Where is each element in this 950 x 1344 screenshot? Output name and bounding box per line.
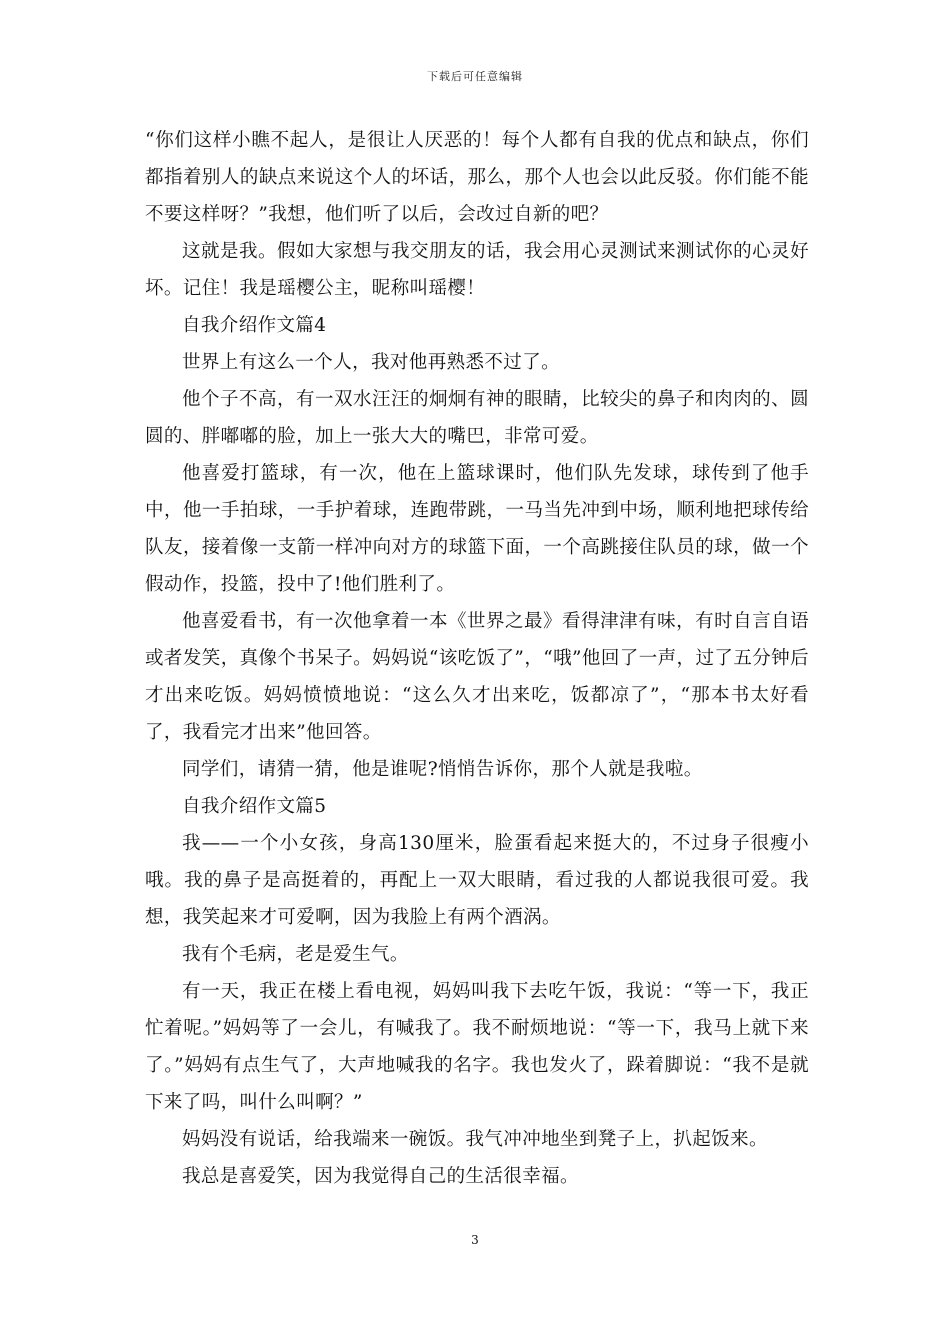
paragraph: 妈妈没有说话，给我端来一碗饭。我气冲冲地坐到凳子上，扒起饭来。: [182, 1129, 768, 1150]
section-heading: 自我介绍作文篇4: [182, 315, 327, 336]
page-number: 3: [471, 1233, 479, 1247]
paragraph: 我——一个小女孩，身高130厘米，脸蛋看起来挺大的，不过身子很瘦小哦。我的鼻子是高挺着的，再配上一双大眼睛，看过我的人都说我很可爱。我想，我笑起来才可爱啊，因为我脸上有两个酒涡。: [145, 833, 809, 928]
paragraph: 他喜爱看书，有一次他拿着一本《世界之最》看得津津有味，有时自言自语或者发笑，真像个书呆子。妈妈说“该吃饭了”，“哦”他回了一声，过了五分钟后才出来吃饭。妈妈愤愤地说：“这么久才出来吃，饭都凉了”，“那本书太好看了，我看完才出来”他回答。: [145, 611, 809, 743]
paragraph: 我有个毛病，老是爱生气。: [182, 944, 409, 965]
page-header: 下载后可任意编辑: [427, 70, 523, 83]
paragraph: 世界上有这么一个人，我对他再熟悉不过了。: [182, 352, 561, 373]
paragraph: 这就是我。假如大家想与我交朋友的话，我会用心灵测试来测试你的心灵好坏。记住！我是瑶樱公主，昵称叫瑶樱！: [145, 241, 809, 299]
paragraph: 有一天，我正在楼上看电视，妈妈叫我下去吃午饭，我说：“等一下，我正忙着呢。”妈妈等了一会儿，有喊我了。我不耐烦地说：“等一下，我马上就下来了。”妈妈有点生气了，大声地喊我的名字。我也发火了，跺着脚说：“我不是就下来了吗，叫什么叫啊？”: [145, 981, 809, 1113]
paragraph: 我总是喜爱笑，因为我觉得自己的生活很幸福。: [182, 1166, 579, 1187]
document-body: [145, 122, 809, 1195]
paragraph: 同学们，请猜一猜，他是谁呢?悄悄告诉你，那个人就是我啦。: [182, 759, 703, 780]
paragraph: “你们这样小瞧不起人，是很让人厌恶的！每个人都有自我的优点和缺点，你们都指着别人的缺点来说这个人的坏话，那么，那个人也会以此反驳。你们能不能不要这样呀？”我想，他们听了以后，会改过自新的吧？: [145, 130, 809, 225]
paragraph: 他个子不高，有一双水汪汪的炯炯有神的眼睛，比较尖的鼻子和肉肉的、圆圆的、胖嘟嘟的脸，加上一张大大的嘴巴，非常可爱。: [145, 389, 809, 447]
paragraph: 他喜爱打篮球，有一次，他在上篮球课时，他们队先发球，球传到了他手中，他一手拍球，一手护着球，连跑带跳，一马当先冲到中场，顺利地把球传给队友，接着像一支箭一样冲向对方的球篮下面，一个高跳接住队员的球，做一个假动作，投篮，投中了!他们胜利了。: [145, 463, 809, 595]
section-heading: 自我介绍作文篇5: [182, 796, 327, 817]
